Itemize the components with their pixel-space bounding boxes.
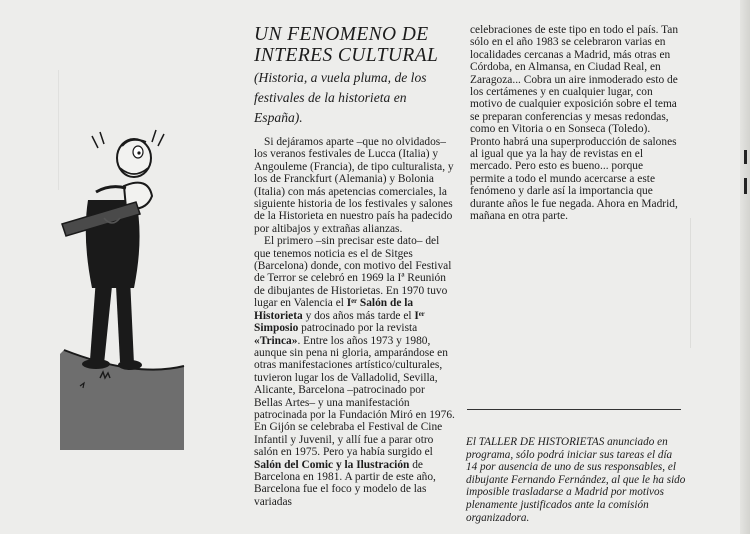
bold-run: Iᵉʳ Salón de la Historieta <box>254 297 414 322</box>
cartoon-illustration <box>60 128 185 450</box>
page-edge <box>740 0 750 534</box>
edge-mark <box>744 178 747 194</box>
text-run: y dos años más tarde el <box>302 309 415 322</box>
edge-mark <box>744 150 747 164</box>
article-title <box>254 24 456 66</box>
divider <box>467 409 681 410</box>
article-subtitle: (Historia, a vuela pluma, de los festivales de la historieta en España). <box>254 70 427 125</box>
show-through-decoration <box>690 218 741 348</box>
paragraph <box>254 235 456 508</box>
bold-run: «Trinca» <box>254 334 298 347</box>
paragraph: Si dejáramos aparte –que no olvidados– los veranos festivales de Lucca (Italia) y Angouleme (Francia), de tipo culturalista, y los de Franckfurt (Alemania) y Bolonia (Italia) con más apetencias comerciales, la siguiente historia de los festivales y salones de la Historieta en nuestro país ha padecido por altibajos y extrañas alianzas. <box>254 136 454 235</box>
bold-run: Salón del Comic y la Ilustración <box>254 458 410 471</box>
text-run: de Barcelona en 1981. A partir de este año, Barcelona fue el foco y modelo de las variadas <box>254 458 436 508</box>
text-run: El primero –sin precisar este dato– del que tenemos noticia es el de Sitges (Barcelona) donde, con motivo del Festival de Terror se celebró en 1969 la Iª Reunión de dibujantes de Historietas. En 1970 tuvo lugar en Valencia el <box>254 235 452 310</box>
footnote: El TALLER DE HISTORIETAS anunciado en programa, sólo podrá iniciar sus tareas el día 14 por ausencia de uno de sus responsables, el dibujante Fernando Fernández, al que le ha sido imposible trasladarse a Madrid por motivos plenamente justificados ante la comisión organizadora. <box>466 436 686 524</box>
bold-run: Iᵉʳ Simposio <box>254 309 425 335</box>
article-column-left <box>254 24 456 508</box>
text-run: patrocinado por la revista <box>298 322 418 335</box>
paragraph: celebraciones de este tipo en todo el país. Tan sólo en el año 1983 se celebraron varias en localidades cercanas a Madrid, más otras en Córdoba, en Almansa, en Ciudad Real, en Zaragoza... Cobra un aire inmoderado esto de los certámenes y en cualquier lugar, con motivo de cualquier exposición sobre el tema se preparan conferencias y mesas redondas, como en Vitoria o en Sonseca (Toledo). Pronto habrá una superproducción de salones al igual que ya la hay de revistas en el mercado. Pero esto es bueno... porque permite a todo el mundo acercarse a este fenómeno y darle así la importancia que durante años le fue negada. Ahora en Madrid, mañana en otra parte. <box>470 24 679 223</box>
title-line: INTERES CULTURAL <box>254 45 439 66</box>
cartoon-character-icon <box>60 128 185 450</box>
title-line: UN FENOMENO DE <box>254 24 429 45</box>
show-through-decoration <box>18 70 59 190</box>
article-column-right <box>470 24 680 223</box>
text-run: . Entre los años 1973 y 1980, aunque sin pena ni gloria, amparándose en otras manifestaciones artístico/culturales, tuvieron lugar los de Valladolid, Sevilla, Alicante, Barcelona –patrocinado por Bellas Artes– y una manifestación patrocinada por la Fundación Miró en 1976. En Gijón se celebraba el Festival de Cine Infantil y Juvenil, y allí fue a parar otro salón en 1975. Pero ya había surgido el <box>254 334 455 459</box>
